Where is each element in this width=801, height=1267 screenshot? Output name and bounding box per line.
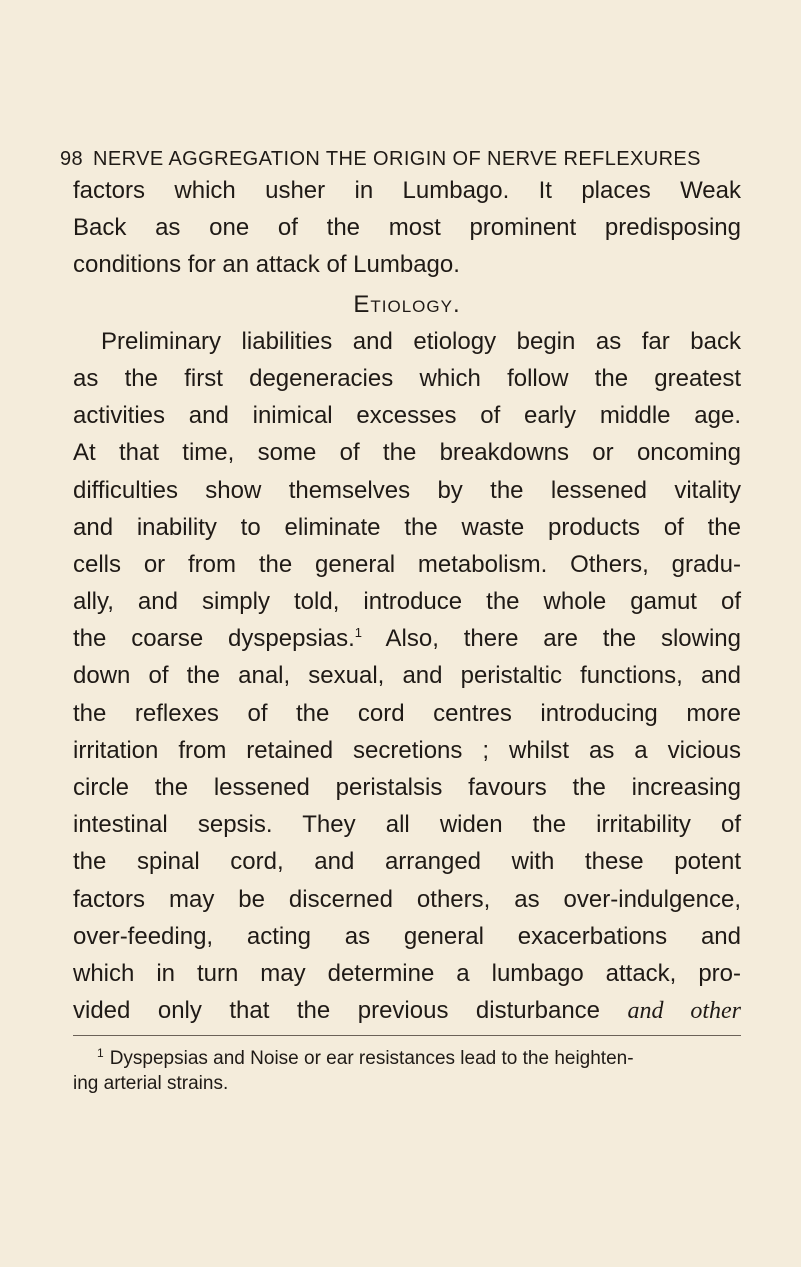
text-line: factors which usher in Lumbago. It places Weak bbox=[73, 177, 741, 204]
text-line: At that time, some of the breakdowns or oncoming bbox=[73, 439, 741, 467]
text-line: the spinal cord, and arranged with these potent bbox=[73, 848, 741, 876]
text-line: Preliminary liabilities and etiology begin as far back bbox=[101, 327, 741, 355]
text-line: cells or from the general metabolism. Others, gradu- bbox=[73, 550, 741, 578]
text-line: and inability to eliminate the waste products of the bbox=[73, 513, 741, 541]
text-line: irritation from retained secretions ; whilst as a vicious bbox=[73, 736, 741, 764]
text-line-with-note bbox=[73, 620, 741, 657]
text-line: intestinal sepsis. They all widen the irritability of bbox=[73, 811, 741, 839]
text-segment: the coarse dyspepsias. bbox=[73, 625, 355, 653]
text-line: as the first degeneracies which follow the greatest bbox=[73, 364, 741, 392]
text-segment: vided only that the previous disturbance bbox=[73, 997, 628, 1025]
footnote-marker: 1 bbox=[97, 1046, 104, 1060]
text-line: Back as one of the most prominent predisposing bbox=[73, 214, 741, 242]
text-line: ally, and simply told, introduce the whole gamut of bbox=[73, 588, 741, 616]
section-heading: Etiology. bbox=[353, 290, 461, 318]
text-line: factors may be discerned others, as over-indulgence, bbox=[73, 885, 741, 913]
text-line: which in turn may determine a lumbago attack, pro- bbox=[73, 959, 741, 987]
running-title: NERVE AGGREGATION THE ORIGIN OF NERVE REFLEXURES bbox=[93, 148, 701, 170]
body-text bbox=[73, 172, 741, 1029]
text-line: over-feeding, acting as general exacerbations and bbox=[73, 922, 741, 950]
text-line: down of the anal, sexual, and peristaltic functions, and bbox=[73, 662, 741, 690]
footnote-divider bbox=[73, 1035, 741, 1036]
page-number: 98 bbox=[60, 148, 84, 170]
footnote-reference: 1 bbox=[354, 625, 363, 641]
footnote bbox=[73, 1046, 741, 1096]
footnote-line: ing arterial strains. bbox=[73, 1073, 229, 1094]
text-segment: Also, there are the slowing bbox=[362, 625, 741, 653]
text-line: conditions for an attack of Lumbago. bbox=[73, 251, 460, 279]
running-header bbox=[60, 148, 750, 171]
italic-text: and other bbox=[627, 998, 741, 1025]
text-line: the reflexes of the cord centres introducing more bbox=[73, 699, 741, 727]
footnote-text: Dyspepsias and Noise or ear resistances lead to the heighten- bbox=[109, 1048, 634, 1069]
text-line: circle the lessened peristalsis favours the increasing bbox=[73, 774, 741, 801]
text-line: difficulties show themselves by the lessened vitality bbox=[73, 476, 741, 504]
footnote-line bbox=[73, 1046, 741, 1071]
text-line-final bbox=[73, 992, 741, 1029]
text-line: activities and inimical excesses of early middle age. bbox=[73, 402, 741, 430]
